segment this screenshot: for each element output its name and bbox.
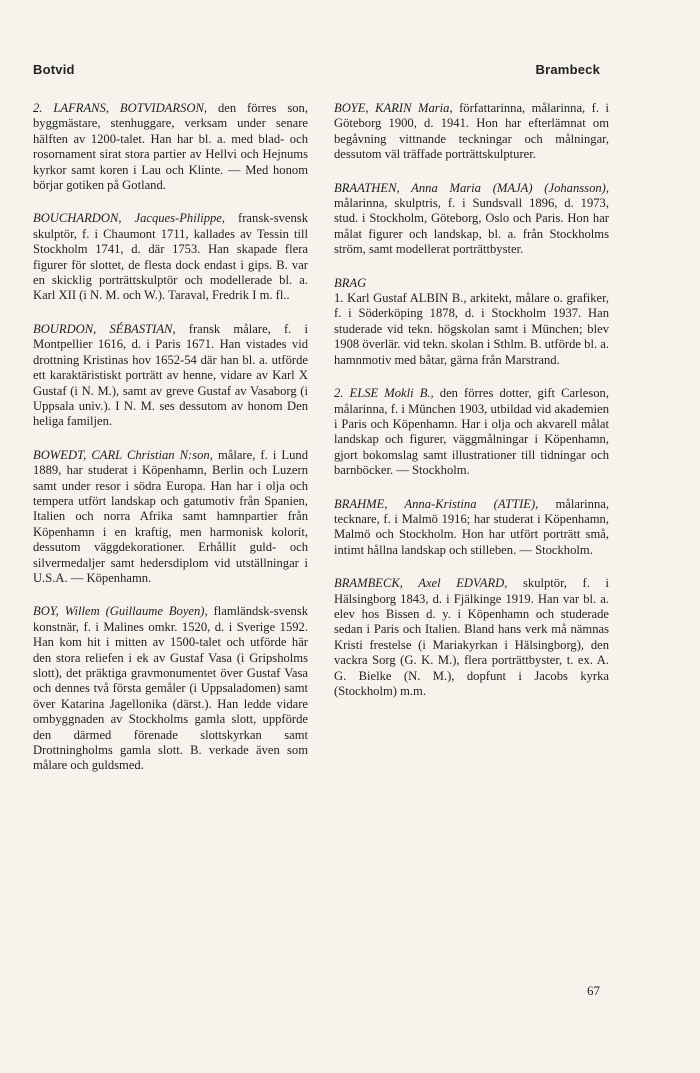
entry-body: den förres son, byggmästare, stenhuggare, verksam under senare hälften av 1200-talet. Han har bl. a. med blad- och rosornament sirat stora partier av Hellvi och Hejnums kyrkor samt koren i Lau och Klinte. — Med honom börjar gotiken på Gotland. [33, 101, 308, 193]
page-number: 67 [587, 983, 600, 998]
left-column [33, 101, 308, 792]
entry-bowedt [33, 448, 308, 587]
entry-body: författarinna, målarinna, f. i Göteborg 1900, d. 1941. Hon har efterlämnat om begåvning vittnande teckningar och målningar, dessutom väl träffade porträttskulpturer. [334, 101, 609, 162]
entry-body: målare, f. i Lund 1889, har studerat i Köpenhamn, Berlin och Luzern samt under resor i södra Europa. Han har i olja och tempera utfört landskap och gatumotiv från Spanien, Italien och norra Afrika samt hamnpartier från Köpenhamn i en kraftig, men harmonisk kolorit, dessutom väggdekorationer. Erhållit guld- och silvermedaljer samt hedersdiplom vid utställningar i U.S.A. — Köpenhamn. [33, 447, 308, 585]
entry-brahme [334, 497, 609, 559]
entry-boye [334, 101, 609, 163]
entry-braathen [334, 181, 609, 258]
entry-body: flamländsk-svensk konstnär, f. i Malines omkr. 1520, d. i Sverige 1592. Han kom hit i mitten av 1500-talet och utförde här den stora reliefen i ek av Gustaf Vasa (i Gripsholms slott), det präktiga gravmonumentet över Gustaf Vasa och dennes två första gemåler (i Uppsaladomen) samt över Katarina Jagellonika (därst.). Han ledde vidare ombyggnaden av Stockholms gamla slott, uppförde den därmed förenade slottskyrkan samt Drottningholms gamla slott. B. verkade även som målare och guldsmed. [33, 604, 308, 773]
entry-heading: BRAMBECK, Axel EDVARD, [334, 576, 508, 591]
entry-bouchardon [33, 211, 308, 303]
entry-body: skulptör, f. i Hälsingborg 1843, d. i Fjälkinge 1919. Han var bl. a. elev hos Bissen d. y. i Köpenhamn och studerade sedan i Paris och Italien. Bland hans verk må nämnas Kristi frestelse (i Mariakyrkan i Hälsingborg), den vackra Sorg (G. K. M.), flera porträttbyster, t. ex. A. G. Bielke (N. M.), dopfunt i Jacobs kyrka (Stockholm) m.m. [334, 576, 609, 698]
entry-body: den förres dotter, gift Carleson, målarinna, f. i München 1903, utbildad vid akademien i Paris och Köpenhamn. Har i olja och akvarell målat landskap och figurer, väggmålningar i Köpenhamn, gjort bokomslag samt illustrationer till tidningar och barnböcker. — Stockholm. [334, 386, 610, 478]
running-head-left: Botvid [33, 62, 75, 77]
entry-body: 1. Karl Gustaf ALBIN B., arkitekt, målare o. grafiker, f. i Söderköping 1878, d. i Stockholm 1937. Han studerade vid tekn. högskolan samt i München; blev 1908 överlär. vid tekn. skolan i Sthlm. B. utförde bl. a. hamnmotiv med båtar, gärna från Marstrand. [334, 291, 609, 367]
running-head-right: Brambeck [535, 62, 600, 77]
right-column [334, 101, 609, 717]
entry-heading: BOURDON, SÉBASTIAN, [33, 321, 176, 336]
entry-heading: BRAHME, Anna-Kristina (ATTIE), [334, 496, 539, 511]
entry-heading: BRAATHEN, Anna Maria (MAJA) (Johansson), [334, 180, 609, 195]
entry-heading: BOY, Willem (Guillaume Boyen), [33, 604, 208, 619]
entry-heading: 2. ELSE Mokli B., [334, 386, 434, 401]
entry-heading: BOWEDT, CARL Christian N:son, [33, 447, 213, 462]
entry-bourdon [33, 322, 308, 430]
entry-body: målarinna, tecknare, f. i Malmö 1916; har studerat i Köpenhamn, Malmö och Stockholm. Hon har utfört porträtt små, intimt hållna landskap och stilleben. — Stockholm. [334, 496, 609, 557]
entry-heading: 2. LAFRANS, BOTVIDARSON, [33, 101, 208, 115]
entry-heading: BOYE, KARIN Maria, [334, 101, 453, 115]
entry-boy [33, 604, 308, 773]
entry-brag [334, 276, 609, 368]
entry-heading: BRAG [334, 275, 367, 290]
entry-brambeck [334, 576, 609, 699]
entry-body: fransk målare, f. i Montpellier 1616, d. i Paris 1671. Han vistades vid drottning Kristinas hov 1652-54 där han bl. a. utförde ett karaktäristiskt porträtt av henne, vidare av Karl X Gustaf (i N. M.), samt av greve Gustaf av Vasaborg (i Uppsala univ.). I N. M. ses dessutom av honom Den heliga familjen. [33, 321, 308, 429]
entry-body: målarinna, skulptris, f. i Sundsvall 1896, d. 1973, stud. i Stockholm, Göteborg, Oslo och Paris. Hon har målat figurer och landskap, bl. a. från Stockholms ström, samt modellerat porträttbyster. [334, 196, 609, 257]
entry-heading: BOUCHARDON, Jacques-Philippe, [33, 211, 226, 226]
entry-body: fransk-svensk skulptör, f. i Chaumont 1711, kallades av Tessin till Stockholm 1741, d. där 1753. Han skapade flera figurer för slottet, de flesta dock endast i gips. B. var en skicklig porträttskulptör och modellerade bl. a. Karl XII (i N. M. och W.). Taraval, Fredrik I m. fl.. [33, 211, 308, 303]
entry-lafrans-botvidarson [33, 101, 308, 193]
entry-else-brag [334, 386, 609, 478]
